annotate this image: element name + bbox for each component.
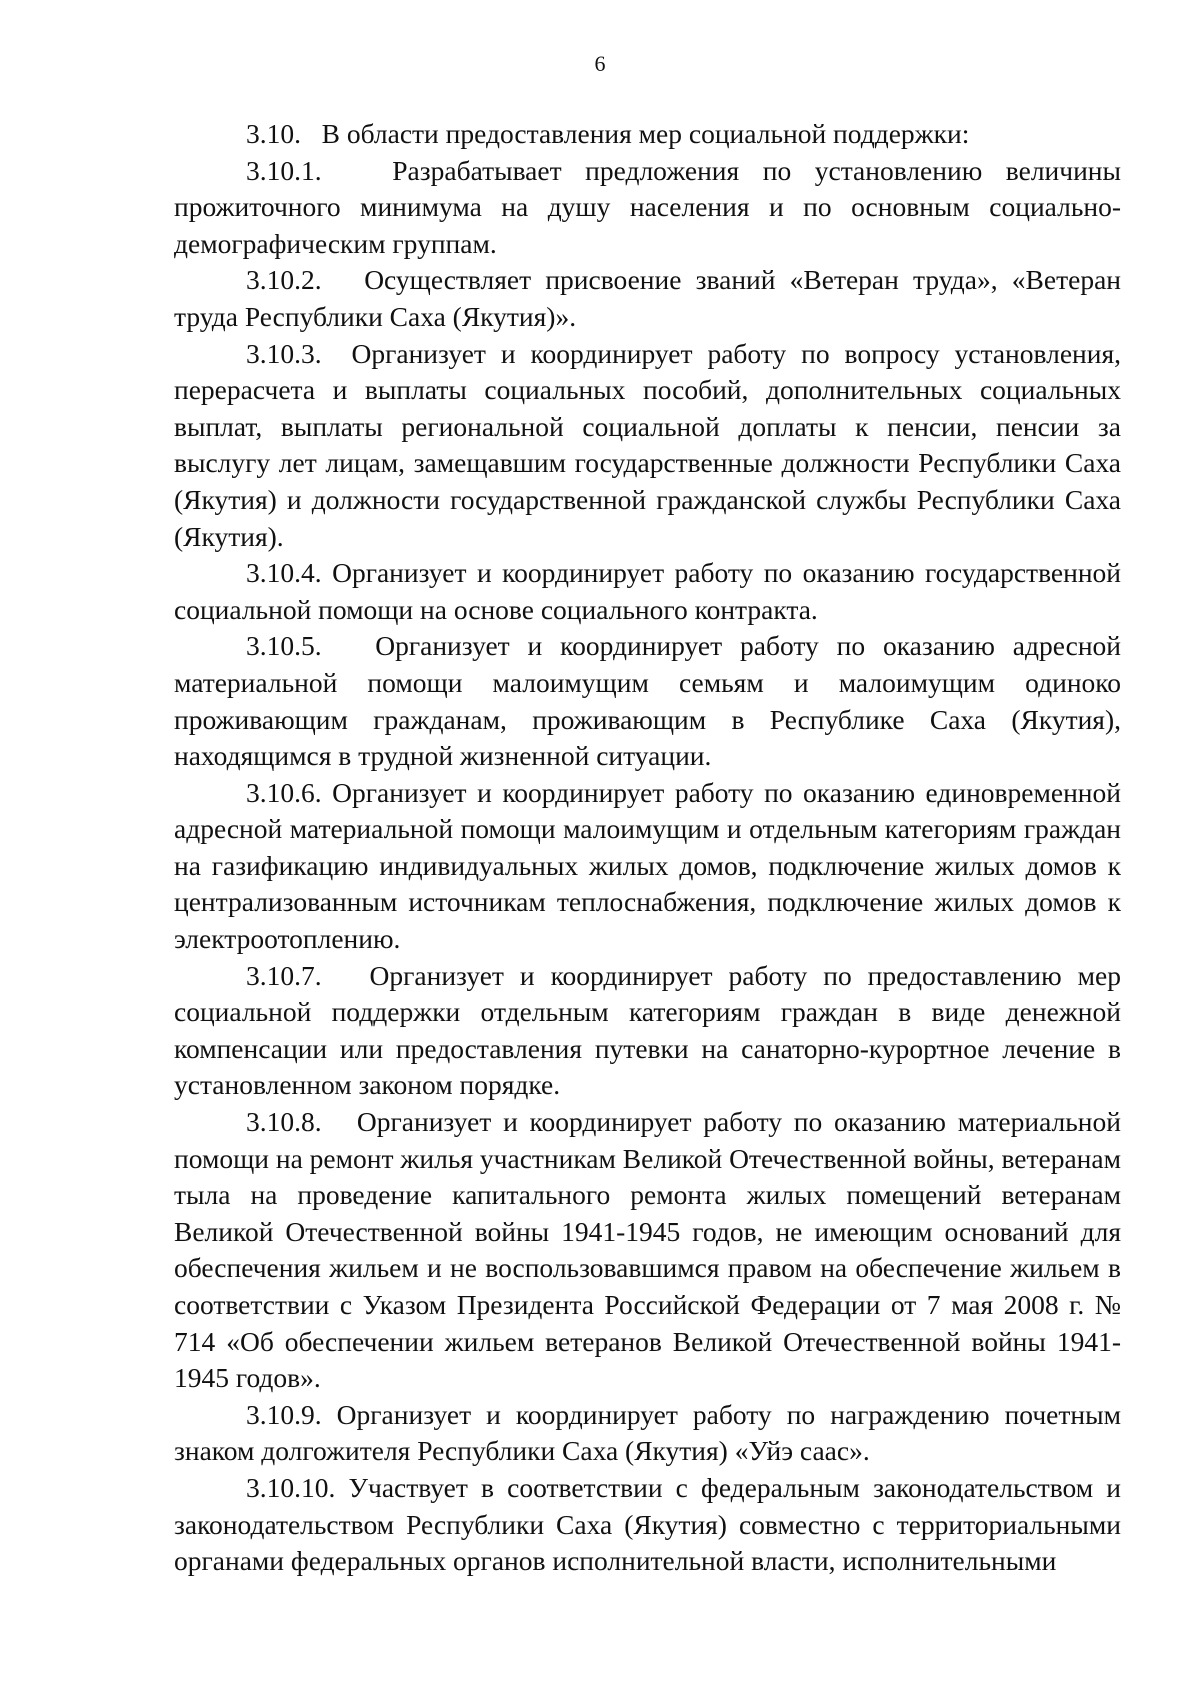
paragraph-number: 3.10.8. xyxy=(246,1106,322,1138)
paragraph-3-10 xyxy=(174,116,1121,153)
paragraph-3-10-8 xyxy=(174,1104,1121,1397)
page-number: 6 xyxy=(594,51,606,76)
paragraph-number: 3.10.10. xyxy=(246,1471,336,1503)
paragraph-text: Организует и координирует работу по вопросу установления, перерасчета и выплаты социальных пособий, дополнительных социальных выплат, выплаты региональной социальной доплаты к пенсии, пенсии за выслугу лет лицам, замещавшим государственные должности Республики Саха (Якутия) и должности государственной гражданской службы Республики Саха (Якутия). xyxy=(174,337,1121,552)
paragraph-3-10-2 xyxy=(174,262,1121,335)
paragraph-3-10-6 xyxy=(174,775,1121,958)
document-body xyxy=(174,116,1121,1580)
paragraph-3-10-10 xyxy=(174,1470,1121,1580)
paragraph-number: 3.10.2. xyxy=(246,264,322,296)
paragraph-number: 3.10.4. xyxy=(246,557,322,589)
paragraph-3-10-4 xyxy=(174,555,1121,628)
paragraph-number: 3.10.6. xyxy=(246,776,322,808)
paragraph-3-10-3 xyxy=(174,336,1121,556)
paragraph-text: Организует и координирует работу по оказанию государственной социальной помощи на основе социального контракта. xyxy=(174,557,1122,625)
paragraph-text: Организует и координирует работу по награждению почетным знаком долгожителя Республики Саха (Якутия) «Уйэ саас». xyxy=(174,1398,1121,1467)
paragraph-text: В области предоставления мер социальной поддержки: xyxy=(321,118,970,149)
paragraph-text: Участвует в соответствии с федеральным законодательством и законодательством Республики Саха (Якутия) совместно с территориальными органами федеральных органов исполнительной власти, исполнительными xyxy=(174,1471,1121,1577)
paragraph-text: Осуществляет присвоение званий «Ветеран труда», «Ветеран труда Республики Саха (Якутия)». xyxy=(174,264,1122,332)
paragraph-3-10-9 xyxy=(174,1397,1121,1470)
paragraph-number: 3.10.1. xyxy=(246,154,322,186)
paragraph-number: 3.10.9. xyxy=(246,1398,322,1430)
paragraph-3-10-7 xyxy=(174,958,1121,1104)
paragraph-text: Организует и координирует работу по предоставлению мер социальной поддержки отдельным категориям граждан в виде денежной компенсации или предоставления путевки на санаторно-курортное лечение в установленном законом порядке. xyxy=(174,959,1122,1101)
paragraph-text: Организует и координирует работу по оказанию материальной помощи на ремонт жилья участникам Великой Отечественной войны, ветеранам тыла на проведение капитального ремонта жилых помещений ветеранам Великой Отечественной войны 1941-1945 годов, не имеющим оснований для обеспечения жильем и не воспользовавшимся правом на обеспечение жильем в соответствии с Указом Президента Российской Федерации от 7 мая 2008 г. № 714 «Об обеспечении жильем ветеранов Великой Отечественной войны 1941-1945 годов». xyxy=(174,1106,1121,1394)
paragraph-number: 3.10.7. xyxy=(246,959,322,991)
paragraph-3-10-1 xyxy=(174,153,1121,263)
paragraph-text: Организует и координирует работу по оказанию адресной материальной помощи малоимущим семьям и малоимущим одиноко проживающим гражданам, проживающим в Республике Саха (Якутия), находящимся в трудной жизненной ситуации. xyxy=(174,630,1122,772)
paragraph-number: 3.10.5. xyxy=(246,630,322,662)
paragraph-number: 3.10.3. xyxy=(246,337,322,369)
paragraph-3-10-5 xyxy=(174,628,1121,774)
paragraph-text: Разрабатывает предложения по установлению величины прожиточного минимума на душу населения и по основным социально-демографическим группам. xyxy=(174,154,1121,259)
paragraph-number: 3.10. xyxy=(246,118,301,149)
paragraph-text: Организует и координирует работу по оказанию единовременной адресной материальной помощи малоимущим и отдельным категориям граждан на газификацию индивидуальных жилых домов, подключение жилых домов к централизованным источникам теплоснабжения, подключение жилых домов к электроотоплению. xyxy=(174,776,1121,955)
